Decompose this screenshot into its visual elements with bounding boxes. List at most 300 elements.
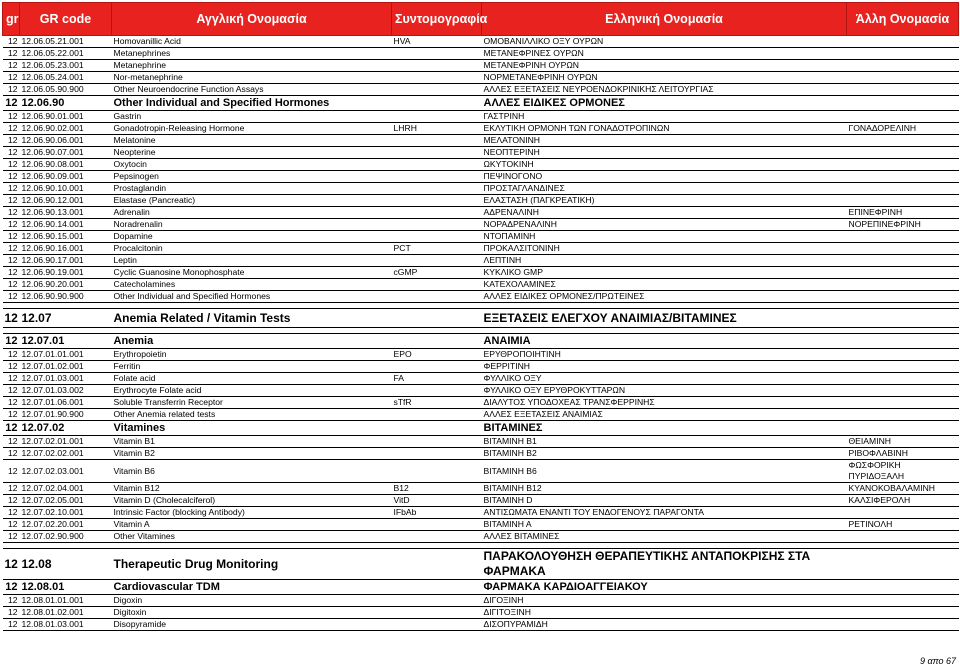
cell-gr: 12 <box>3 507 20 519</box>
codes-table <box>2 2 959 631</box>
cell-gr: 12 <box>3 147 20 159</box>
cell-abbreviation <box>392 595 482 607</box>
table-row <box>3 231 959 243</box>
cell-english-name: Erythropoietin <box>112 349 392 361</box>
cell-gr: 12 <box>3 436 20 448</box>
cell-english-name: Prostaglandin <box>112 183 392 195</box>
cell-other-name <box>847 409 959 421</box>
cell-abbreviation: PCT <box>392 243 482 255</box>
cell-other-name <box>847 147 959 159</box>
table-row <box>3 159 959 171</box>
cell-greek-name: ΔΙΓΟΞΙΝΗ <box>482 595 847 607</box>
cell-other-name <box>847 60 959 72</box>
cell-english-name: Digoxin <box>112 595 392 607</box>
cell-gr: 12 <box>3 361 20 373</box>
cell-abbreviation <box>392 421 482 436</box>
cell-english-name: Leptin <box>112 255 392 267</box>
cell-gr: 12 <box>3 207 20 219</box>
cell-other-name <box>847 36 959 48</box>
cell-code: 12.07.01 <box>20 334 112 349</box>
cell-code: 12.07.02.05.001 <box>20 495 112 507</box>
cell-greek-name: ΑΛΛΕΣ ΕΙΔΙΚΕΣ ΟΡΜΟΝΕΣ/ΠΡΩΤΕΙΝΕΣ <box>482 291 847 303</box>
cell-code: 12.06.05.24.001 <box>20 72 112 84</box>
cell-english-name: Dopamine <box>112 231 392 243</box>
table-row <box>3 60 959 72</box>
cell-greek-name: ΝΟΡΜΕΤΑΝΕΦΡΙΝΗ ΟΥΡΩΝ <box>482 72 847 84</box>
cell-greek-name: ΜΕΤΑΝΕΦΡΙΝΗ ΟΥΡΩΝ <box>482 60 847 72</box>
cell-abbreviation <box>392 531 482 543</box>
cell-english-name: Vitamin B6 <box>112 460 392 483</box>
cell-other-name: ΝΟΡΕΠΙΝΕΦΡΙΝΗ <box>847 219 959 231</box>
cell-greek-name: ΑΛΛΕΣ ΕΞΕΤΑΣΕΙΣ ΝΕΥΡΟΕΝΔΟΚΡΙΝΙΚΗΣ ΛΕΙΤΟΥΡΓΙΑΣ <box>482 84 847 96</box>
cell-greek-name: ΒΙΤΑΜΙΝΗ Α <box>482 519 847 531</box>
table-row <box>3 595 959 607</box>
cell-other-name: ΡΙΒΟΦΛΑΒΙΝΗ <box>847 448 959 460</box>
cell-english-name: Other Individual and Specified Hormones <box>112 96 392 111</box>
cell-gr: 12 <box>3 409 20 421</box>
cell-code: 12.06.90.14.001 <box>20 219 112 231</box>
cell-other-name <box>847 267 959 279</box>
cell-gr: 12 <box>3 334 20 349</box>
table-row <box>3 436 959 448</box>
cell-english-name: Soluble Transferrin Receptor <box>112 397 392 409</box>
cell-english-name: Procalcitonin <box>112 243 392 255</box>
cell-greek-name: ΚΑΤΕΧΟΛΑΜΙΝΕΣ <box>482 279 847 291</box>
cell-gr: 12 <box>3 123 20 135</box>
cell-gr: 12 <box>3 519 20 531</box>
table-row <box>3 183 959 195</box>
cell-code: 12.06.90.07.001 <box>20 147 112 159</box>
cell-greek-name: ΝΟΡΑΔΡΕΝΑΛΙΝΗ <box>482 219 847 231</box>
cell-english-name: Folate acid <box>112 373 392 385</box>
cell-greek-name: ΦΕΡΡΙΤΙΝΗ <box>482 361 847 373</box>
table-row <box>3 267 959 279</box>
table-row <box>3 111 959 123</box>
cell-abbreviation <box>392 147 482 159</box>
cell-code: 12.08 <box>20 549 112 580</box>
cell-abbreviation <box>392 231 482 243</box>
cell-other-name <box>847 231 959 243</box>
cell-abbreviation <box>392 607 482 619</box>
cell-code: 12.08.01.01.001 <box>20 595 112 607</box>
table-row <box>3 147 959 159</box>
cell-greek-name: ΑΛΛΕΣ ΒΙΤΑΜΙΝΕΣ <box>482 531 847 543</box>
cell-english-name: Homovanillic Acid <box>112 36 392 48</box>
cell-abbreviation: FA <box>392 373 482 385</box>
cell-code: 12.07.02.03.001 <box>20 460 112 483</box>
cell-abbreviation <box>392 291 482 303</box>
cell-abbreviation <box>392 84 482 96</box>
cell-abbreviation <box>392 309 482 328</box>
cell-abbreviation <box>392 460 482 483</box>
subsection-row <box>3 334 959 349</box>
cell-english-name: Oxytocin <box>112 159 392 171</box>
cell-greek-name: ΑΝΤΙΣΩΜΑΤΑ ΕΝΑΝΤΙ ΤΟΥ ΕΝΔΟΓΕΝΟΥΣ ΠΑΡΑΓΟΝΤΑ <box>482 507 847 519</box>
cell-greek-name: ΔΙΣΟΠΥΡΑΜΙΔΗ <box>482 619 847 631</box>
cell-english-name: Vitamin D (Cholecalciferol) <box>112 495 392 507</box>
cell-abbreviation <box>392 219 482 231</box>
cell-code: 12.06.05.90.900 <box>20 84 112 96</box>
cell-abbreviation <box>392 279 482 291</box>
table-row <box>3 84 959 96</box>
table-row <box>3 361 959 373</box>
cell-code: 12.07.01.90.900 <box>20 409 112 421</box>
header-gr: gr <box>3 3 20 36</box>
table-body <box>3 36 959 631</box>
cell-abbreviation <box>392 48 482 60</box>
table-row <box>3 373 959 385</box>
cell-code: 12.06.90.17.001 <box>20 255 112 267</box>
cell-code: 12.07.02.01.001 <box>20 436 112 448</box>
cell-other-name <box>847 309 959 328</box>
table-row <box>3 219 959 231</box>
table-row <box>3 349 959 361</box>
cell-gr: 12 <box>3 291 20 303</box>
cell-english-name: Neopterine <box>112 147 392 159</box>
cell-english-name: Therapeutic Drug Monitoring <box>112 549 392 580</box>
cell-code: 12.06.90.09.001 <box>20 171 112 183</box>
cell-abbreviation <box>392 183 482 195</box>
cell-abbreviation <box>392 409 482 421</box>
cell-gr: 12 <box>3 619 20 631</box>
cell-greek-name: ΓΑΣΤΡΙΝΗ <box>482 111 847 123</box>
cell-greek-name: ΑΔΡΕΝΑΛΙΝΗ <box>482 207 847 219</box>
cell-gr: 12 <box>3 84 20 96</box>
cell-other-name <box>847 84 959 96</box>
cell-gr: 12 <box>3 349 20 361</box>
cell-other-name <box>847 111 959 123</box>
cell-greek-name: ΠΡΟΚΑΛΣΙΤΟΝΙΝΗ <box>482 243 847 255</box>
cell-greek-name: ΕΚΛΥΤΙΚΗ ΟΡΜΟΝΗ ΤΩΝ ΓΟΝΑΔΟΤΡΟΠΙΝΩΝ <box>482 123 847 135</box>
cell-greek-name: ΦΥΛΛΙΚΟ ΟΞΥ <box>482 373 847 385</box>
table-row <box>3 448 959 460</box>
cell-greek-name: ΠΕΨΙΝΟΓΟΝΟ <box>482 171 847 183</box>
cell-other-name <box>847 279 959 291</box>
cell-other-name: ΡΕΤΙΝΟΛΗ <box>847 519 959 531</box>
cell-greek-name: ΜΕΛΑΤΟΝΙΝΗ <box>482 135 847 147</box>
cell-code: 12.06.05.23.001 <box>20 60 112 72</box>
cell-gr: 12 <box>3 385 20 397</box>
cell-other-name: ΓΟΝΑΔΟΡΕΛΙΝΗ <box>847 123 959 135</box>
cell-greek-name: ΒΙΤΑΜΙΝΗ Β6 <box>482 460 847 483</box>
cell-gr: 12 <box>3 460 20 483</box>
cell-gr: 12 <box>3 495 20 507</box>
cell-gr: 12 <box>3 219 20 231</box>
cell-gr: 12 <box>3 373 20 385</box>
table-row <box>3 195 959 207</box>
cell-abbreviation <box>392 96 482 111</box>
cell-other-name <box>847 255 959 267</box>
cell-other-name <box>847 159 959 171</box>
cell-other-name: ΘΕΙΑΜΙΝΗ <box>847 436 959 448</box>
cell-code: 12.06.05.21.001 <box>20 36 112 48</box>
cell-other-name: ΚΥΑΝΟΚΟΒΑΛΑΜΙΝΗ <box>847 483 959 495</box>
cell-code: 12.06.90.13.001 <box>20 207 112 219</box>
cell-gr: 12 <box>3 483 20 495</box>
cell-english-name: Intrinsic Factor (blocking Antibody) <box>112 507 392 519</box>
cell-greek-name: ΚΥΚΛΙΚΟ GMP <box>482 267 847 279</box>
cell-other-name <box>847 549 959 580</box>
cell-gr: 12 <box>3 135 20 147</box>
cell-other-name: ΕΠΙΝΕΦΡΙΝΗ <box>847 207 959 219</box>
table-row <box>3 397 959 409</box>
cell-abbreviation: LHRH <box>392 123 482 135</box>
cell-abbreviation <box>392 385 482 397</box>
table-row <box>3 495 959 507</box>
cell-code: 12.07.02 <box>20 421 112 436</box>
cell-greek-name: ΩΚΥΤΟΚΙΝΗ <box>482 159 847 171</box>
cell-other-name <box>847 421 959 436</box>
subsection-row <box>3 96 959 111</box>
cell-code: 12.08.01.02.001 <box>20 607 112 619</box>
cell-english-name: Other Individual and Specified Hormones <box>112 291 392 303</box>
cell-english-name: Digitoxin <box>112 607 392 619</box>
cell-gr: 12 <box>3 231 20 243</box>
cell-english-name: Cardiovascular TDM <box>112 580 392 595</box>
cell-english-name: Other Vitamines <box>112 531 392 543</box>
header-code: GR code <box>20 3 112 36</box>
cell-abbreviation <box>392 549 482 580</box>
table-row <box>3 123 959 135</box>
cell-gr: 12 <box>3 397 20 409</box>
cell-other-name <box>847 291 959 303</box>
table-row <box>3 619 959 631</box>
cell-greek-name: ΠΡΟΣΤΑΓΛΑΝΔΙΝΕΣ <box>482 183 847 195</box>
cell-abbreviation <box>392 207 482 219</box>
cell-abbreviation: VitD <box>392 495 482 507</box>
cell-abbreviation: sTfR <box>392 397 482 409</box>
cell-abbreviation <box>392 436 482 448</box>
cell-abbreviation <box>392 135 482 147</box>
subsection-row <box>3 580 959 595</box>
table-row <box>3 279 959 291</box>
cell-gr: 12 <box>3 159 20 171</box>
table-row <box>3 72 959 84</box>
cell-code: 12.07.01.03.001 <box>20 373 112 385</box>
cell-english-name: Vitamin A <box>112 519 392 531</box>
cell-gr: 12 <box>3 580 20 595</box>
cell-other-name <box>847 171 959 183</box>
cell-gr: 12 <box>3 111 20 123</box>
cell-other-name <box>847 619 959 631</box>
cell-gr: 12 <box>3 183 20 195</box>
cell-english-name: Gastrin <box>112 111 392 123</box>
cell-gr: 12 <box>3 448 20 460</box>
cell-gr: 12 <box>3 595 20 607</box>
cell-greek-name: ΕΞΕΤΑΣΕΙΣ ΕΛΕΓΧΟΥ ΑΝΑΙΜΙΑΣ/ΒΙΤΑΜΙΝΕΣ <box>482 309 847 328</box>
cell-english-name: Gonadotropin-Releasing Hormone <box>112 123 392 135</box>
cell-other-name <box>847 334 959 349</box>
cell-other-name <box>847 397 959 409</box>
table-row <box>3 385 959 397</box>
cell-english-name: Vitamin B1 <box>112 436 392 448</box>
cell-greek-name: ΒΙΤΑΜΙΝΗ Β12 <box>482 483 847 495</box>
cell-gr: 12 <box>3 421 20 436</box>
cell-code: 12.06.90.12.001 <box>20 195 112 207</box>
table-row <box>3 409 959 421</box>
table-row <box>3 48 959 60</box>
cell-greek-name: ΕΛΑΣΤΑΣΗ (ΠΑΓΚΡΕΑΤΙΚΗ) <box>482 195 847 207</box>
cell-other-name <box>847 361 959 373</box>
cell-other-name <box>847 595 959 607</box>
cell-code: 12.06.90.16.001 <box>20 243 112 255</box>
cell-english-name: Melatonine <box>112 135 392 147</box>
cell-english-name: Ferritin <box>112 361 392 373</box>
cell-code: 12.07.02.04.001 <box>20 483 112 495</box>
cell-abbreviation: HVA <box>392 36 482 48</box>
cell-other-name <box>847 373 959 385</box>
cell-other-name: ΦΩΣΦΟΡΙΚΗ ΠΥΡΙΔΟΞΑΛΗ <box>847 460 959 483</box>
cell-abbreviation <box>392 448 482 460</box>
cell-abbreviation: IFbAb <box>392 507 482 519</box>
header-other-name: Άλλη Ονομασία <box>847 3 959 36</box>
cell-other-name <box>847 48 959 60</box>
cell-code: 12.06.90.15.001 <box>20 231 112 243</box>
cell-other-name <box>847 135 959 147</box>
document-sheet <box>2 2 958 631</box>
cell-greek-name: ΝΕΟΠΤΕΡΙΝΗ <box>482 147 847 159</box>
cell-code: 12.06.90.10.001 <box>20 183 112 195</box>
cell-code: 12.07.02.90.900 <box>20 531 112 543</box>
header-greek-name: Ελληνική Ονομασία <box>482 3 847 36</box>
cell-english-name: Erythrocyte Folate acid <box>112 385 392 397</box>
cell-code: 12.07.02.02.001 <box>20 448 112 460</box>
table-row <box>3 135 959 147</box>
cell-gr: 12 <box>3 255 20 267</box>
cell-gr: 12 <box>3 279 20 291</box>
cell-greek-name: ΒΙΤΑΜΙΝΕΣ <box>482 421 847 436</box>
table-row <box>3 171 959 183</box>
cell-english-name: Vitamin B12 <box>112 483 392 495</box>
cell-code: 12.06.90.08.001 <box>20 159 112 171</box>
cell-abbreviation <box>392 72 482 84</box>
cell-gr: 12 <box>3 96 20 111</box>
cell-code: 12.07.02.10.001 <box>20 507 112 519</box>
cell-code: 12.08.01 <box>20 580 112 595</box>
cell-abbreviation <box>392 111 482 123</box>
cell-english-name: Metanephrine <box>112 60 392 72</box>
cell-code: 12.06.90.90.900 <box>20 291 112 303</box>
table-row <box>3 36 959 48</box>
cell-code: 12.06.90.19.001 <box>20 267 112 279</box>
cell-greek-name: ΦΑΡΜΑΚΑ ΚΑΡΔΙΟΑΓΓΕΙΑΚΟΥ <box>482 580 847 595</box>
cell-greek-name: ΑΛΛΕΣ ΕΙΔΙΚΕΣ ΟΡΜΟΝΕΣ <box>482 96 847 111</box>
cell-other-name <box>847 195 959 207</box>
cell-greek-name: ΑΛΛΕΣ ΕΞΕΤΑΣΕΙΣ ΑΝΑΙΜΙΑΣ <box>482 409 847 421</box>
cell-abbreviation <box>392 171 482 183</box>
cell-code: 12.07.02.20.001 <box>20 519 112 531</box>
cell-english-name: Disopyramide <box>112 619 392 631</box>
cell-greek-name: ΟΜΟΒΑΝΙΛΛΙΚΟ ΟΞΥ ΟΥΡΩΝ <box>482 36 847 48</box>
table-row <box>3 460 959 483</box>
cell-gr: 12 <box>3 36 20 48</box>
cell-other-name: ΚΑΛΣΙΦΕΡΟΛΗ <box>847 495 959 507</box>
table-row <box>3 243 959 255</box>
cell-gr: 12 <box>3 607 20 619</box>
page-number: 9 απο 67 <box>919 656 956 666</box>
table-row <box>3 531 959 543</box>
cell-abbreviation <box>392 580 482 595</box>
cell-greek-name: ΛΕΠΤΙΝΗ <box>482 255 847 267</box>
cell-english-name: Adrenalin <box>112 207 392 219</box>
cell-greek-name: ΦΥΛΛΙΚΟ ΟΞΥ ΕΡΥΘΡΟΚΥΤΤΑΡΩΝ <box>482 385 847 397</box>
cell-gr: 12 <box>3 549 20 580</box>
cell-code: 12.06.90.02.001 <box>20 123 112 135</box>
table-row <box>3 207 959 219</box>
cell-english-name: Anemia <box>112 334 392 349</box>
cell-gr: 12 <box>3 72 20 84</box>
cell-code: 12.07.01.06.001 <box>20 397 112 409</box>
cell-gr: 12 <box>3 309 20 328</box>
cell-greek-name: ΕΡΥΘΡΟΠΟΙΗΤΙΝΗ <box>482 349 847 361</box>
subsection-row <box>3 421 959 436</box>
table-row <box>3 255 959 267</box>
cell-gr: 12 <box>3 267 20 279</box>
cell-abbreviation <box>392 60 482 72</box>
cell-other-name <box>847 531 959 543</box>
section-row <box>3 549 959 580</box>
cell-other-name <box>847 607 959 619</box>
cell-gr: 12 <box>3 531 20 543</box>
cell-gr: 12 <box>3 243 20 255</box>
cell-code: 12.06.90.20.001 <box>20 279 112 291</box>
cell-greek-name: ΜΕΤΑΝΕΦΡΙΝΕΣ ΟΥΡΩΝ <box>482 48 847 60</box>
cell-abbreviation <box>392 334 482 349</box>
cell-code: 12.06.05.22.001 <box>20 48 112 60</box>
cell-english-name: Vitamin B2 <box>112 448 392 460</box>
cell-greek-name: ΒΙΤΑΜΙΝΗ Β1 <box>482 436 847 448</box>
cell-code: 12.06.90.01.001 <box>20 111 112 123</box>
cell-abbreviation <box>392 519 482 531</box>
cell-other-name <box>847 96 959 111</box>
cell-gr: 12 <box>3 171 20 183</box>
cell-other-name <box>847 349 959 361</box>
section-row <box>3 309 959 328</box>
cell-other-name <box>847 72 959 84</box>
cell-code: 12.06.90 <box>20 96 112 111</box>
cell-greek-name: ΝΤΟΠΑΜΙΝΗ <box>482 231 847 243</box>
cell-english-name: Metanephrines <box>112 48 392 60</box>
cell-gr: 12 <box>3 48 20 60</box>
cell-greek-name: ΒΙΤΑΜΙΝΗ Β2 <box>482 448 847 460</box>
cell-code: 12.07.01.02.001 <box>20 361 112 373</box>
cell-abbreviation: EPO <box>392 349 482 361</box>
header-abbreviation: Συντομογραφία <box>392 3 482 36</box>
cell-abbreviation <box>392 619 482 631</box>
cell-code: 12.07 <box>20 309 112 328</box>
cell-english-name: Nor-metanephrine <box>112 72 392 84</box>
cell-greek-name: ΠΑΡΑΚΟΛΟΥΘΗΣΗ ΘΕΡΑΠΕΥΤΙΚΗΣ ΑΝΤΑΠΟΚΡΙΣΗΣ ΣΤΑ ΦΑΡΜΑΚΑ <box>482 549 847 580</box>
table-header <box>3 3 959 36</box>
cell-abbreviation: B12 <box>392 483 482 495</box>
cell-abbreviation: cGMP <box>392 267 482 279</box>
table-row <box>3 519 959 531</box>
cell-english-name: Other Anemia related tests <box>112 409 392 421</box>
cell-greek-name: ΑΝΑΙΜΙΑ <box>482 334 847 349</box>
cell-english-name: Catecholamines <box>112 279 392 291</box>
cell-gr: 12 <box>3 60 20 72</box>
cell-greek-name: ΒΙΤΑΜΙΝΗ D <box>482 495 847 507</box>
cell-code: 12.07.01.03.002 <box>20 385 112 397</box>
cell-other-name <box>847 507 959 519</box>
cell-greek-name: ΔΙΑΛΥΤΟΣ ΥΠΟΔΟΧΕΑΣ ΤΡΑΝΣΦΕΡΡΙΝΗΣ <box>482 397 847 409</box>
cell-english-name: Other Neuroendocrine Function Assays <box>112 84 392 96</box>
cell-gr: 12 <box>3 195 20 207</box>
cell-other-name <box>847 580 959 595</box>
cell-english-name: Vitamines <box>112 421 392 436</box>
cell-abbreviation <box>392 159 482 171</box>
cell-english-name: Noradrenalin <box>112 219 392 231</box>
